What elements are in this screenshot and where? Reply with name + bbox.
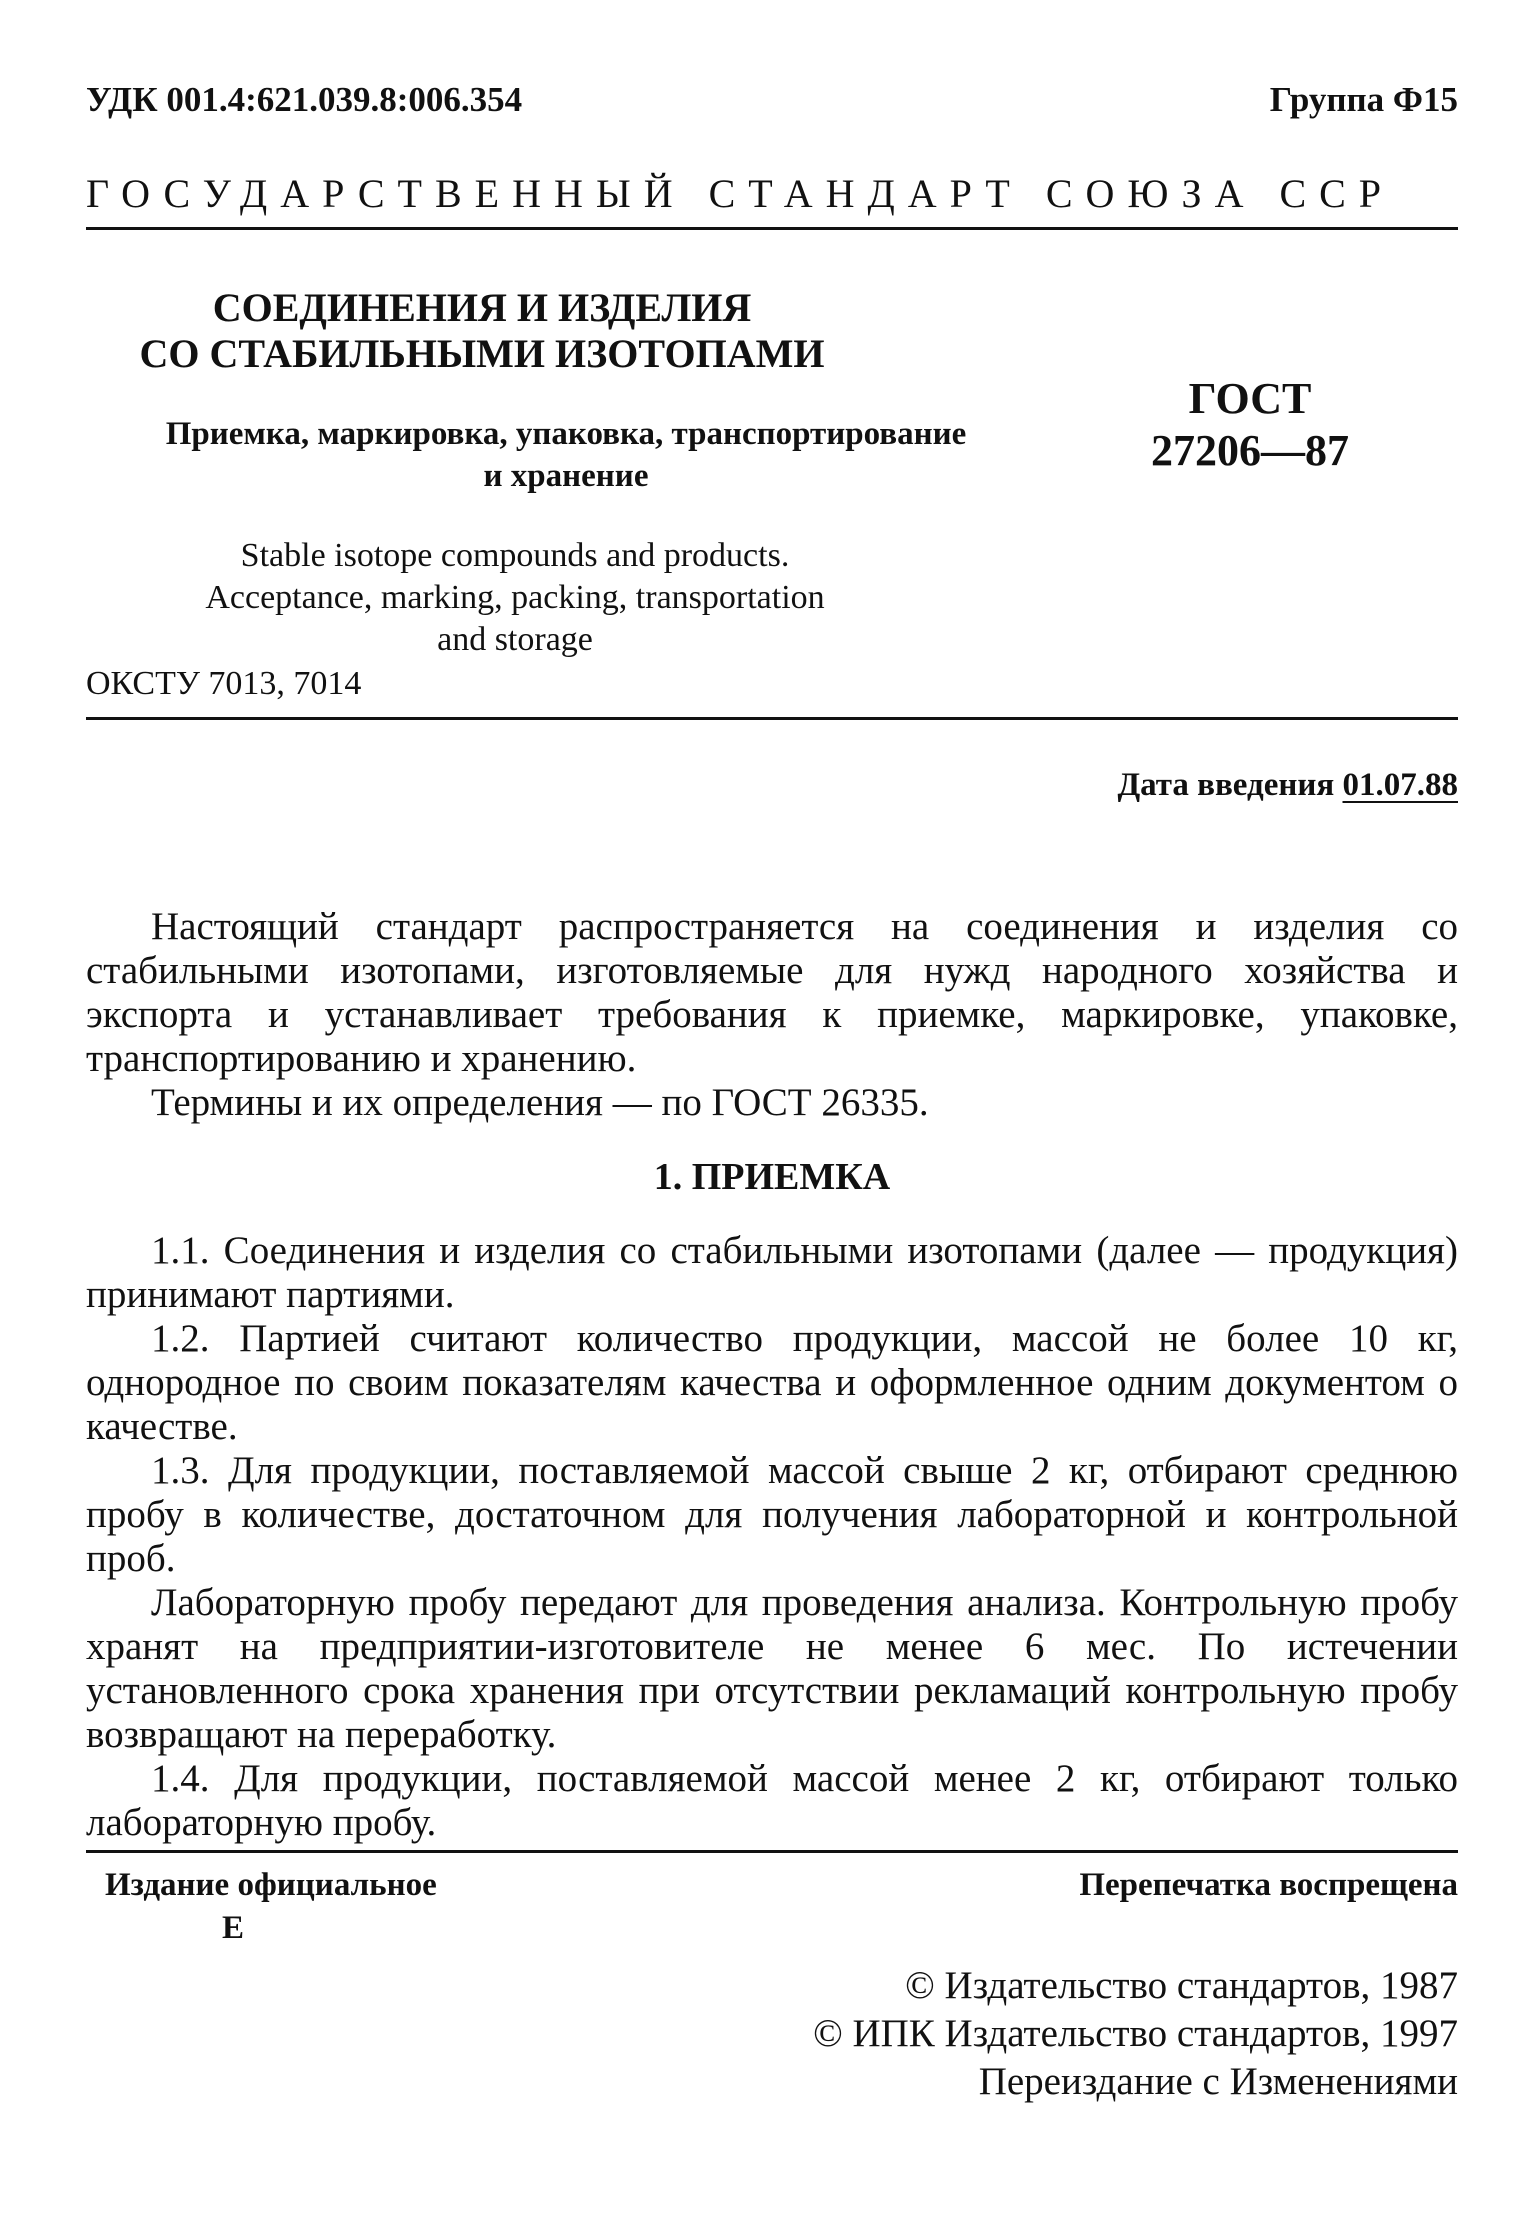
edition-letter: Е	[222, 1910, 245, 1946]
udk-code: УДК 001.4:621.039.8:006.354	[86, 80, 523, 119]
terms-paragraph: Термины и их определения — по ГОСТ 26335.	[151, 1081, 929, 1124]
gost-number: 27206—87	[1151, 426, 1349, 475]
english-title	[86, 535, 944, 661]
copyright-block	[813, 1962, 1458, 2106]
oksty-code: ОКСТУ 7013, 7014	[86, 665, 362, 702]
document-title	[86, 285, 878, 377]
clause-1-3: 1.3. Для продукции, поставляемой массой свыше 2 кг, отбирают среднюю пробу в количестве, достаточном для получения лабораторной и контрольной проб.	[86, 1449, 1458, 1580]
introduction-date	[1117, 767, 1458, 804]
date-label: Дата введения	[1117, 767, 1335, 803]
title-divider	[86, 717, 1458, 720]
header-divider	[86, 227, 1458, 230]
clause-1-2: 1.2. Партией считают количество продукции, массой не более 10 кг, однородное по своим показателям качества и оформленное одним документом о качестве.	[86, 1317, 1458, 1448]
title-line-1: СОЕДИНЕНИЯ И ИЗДЕЛИЯ	[212, 285, 752, 330]
clause-1-1: 1.1. Соединения и изделия со стабильными изотопами (далее — продукция) принимают партиями.	[86, 1229, 1458, 1316]
state-standard-header: ГОСУДАРСТВЕННЫЙ СТАНДАРТ СОЮЗА ССР	[86, 171, 1395, 216]
footer-divider	[86, 1850, 1458, 1853]
clause-1-4: 1.4. Для продукции, поставляемой массой менее 2 кг, отбирают только лабораторную пробу.	[86, 1757, 1458, 1844]
reprint-prohibited: Перепечатка воспрещена	[1079, 1867, 1458, 1903]
gost-designation	[1140, 373, 1360, 477]
copyright-1987: © Издательство стандартов, 1987	[905, 1964, 1458, 2007]
document-body	[86, 905, 1458, 1845]
gost-label: ГОСТ	[1188, 374, 1312, 423]
group-code: Группа Ф15	[1269, 80, 1458, 119]
section-title-acceptance: 1. ПРИЕМКА	[653, 1156, 891, 1198]
english-title-line-1: Stable isotope compounds and products.	[240, 537, 790, 574]
english-title-line-2: Acceptance, marking, packing, transportation	[205, 579, 825, 616]
reissue-note: Переиздание с Изменениями	[978, 2060, 1458, 2103]
english-title-line-3: and storage	[437, 621, 593, 658]
copyright-1997: © ИПК Издательство стандартов, 1997	[813, 2012, 1458, 2055]
clause-1-3-continuation: Лабораторную пробу передают для проведения анализа. Контрольную пробу хранят на предприятии-изготовителе не менее 6 мес. По истечении установленного срока хранения при отсутствии рекламаций контрольную пробу возвращают на переработку.	[86, 1581, 1458, 1756]
document-subtitle	[86, 413, 1046, 497]
intro-paragraph: Настоящий стандарт распространяется на соединения и изделия со стабильными изотопами, изготовляемые для нужд народного хозяйства и экспорта и устанавливает требования к приемке, маркировке, упаковке, транспортированию и хранению.	[86, 905, 1458, 1080]
official-edition: Издание официальное	[105, 1867, 437, 1903]
subtitle-line-2: и хранение	[483, 458, 649, 494]
title-line-2: СО СТАБИЛЬНЫМИ ИЗОТОПАМИ	[139, 331, 825, 376]
subtitle-line-1: Приемка, маркировка, упаковка, транспортирование	[165, 416, 967, 452]
date-value: 01.07.88	[1342, 767, 1458, 803]
